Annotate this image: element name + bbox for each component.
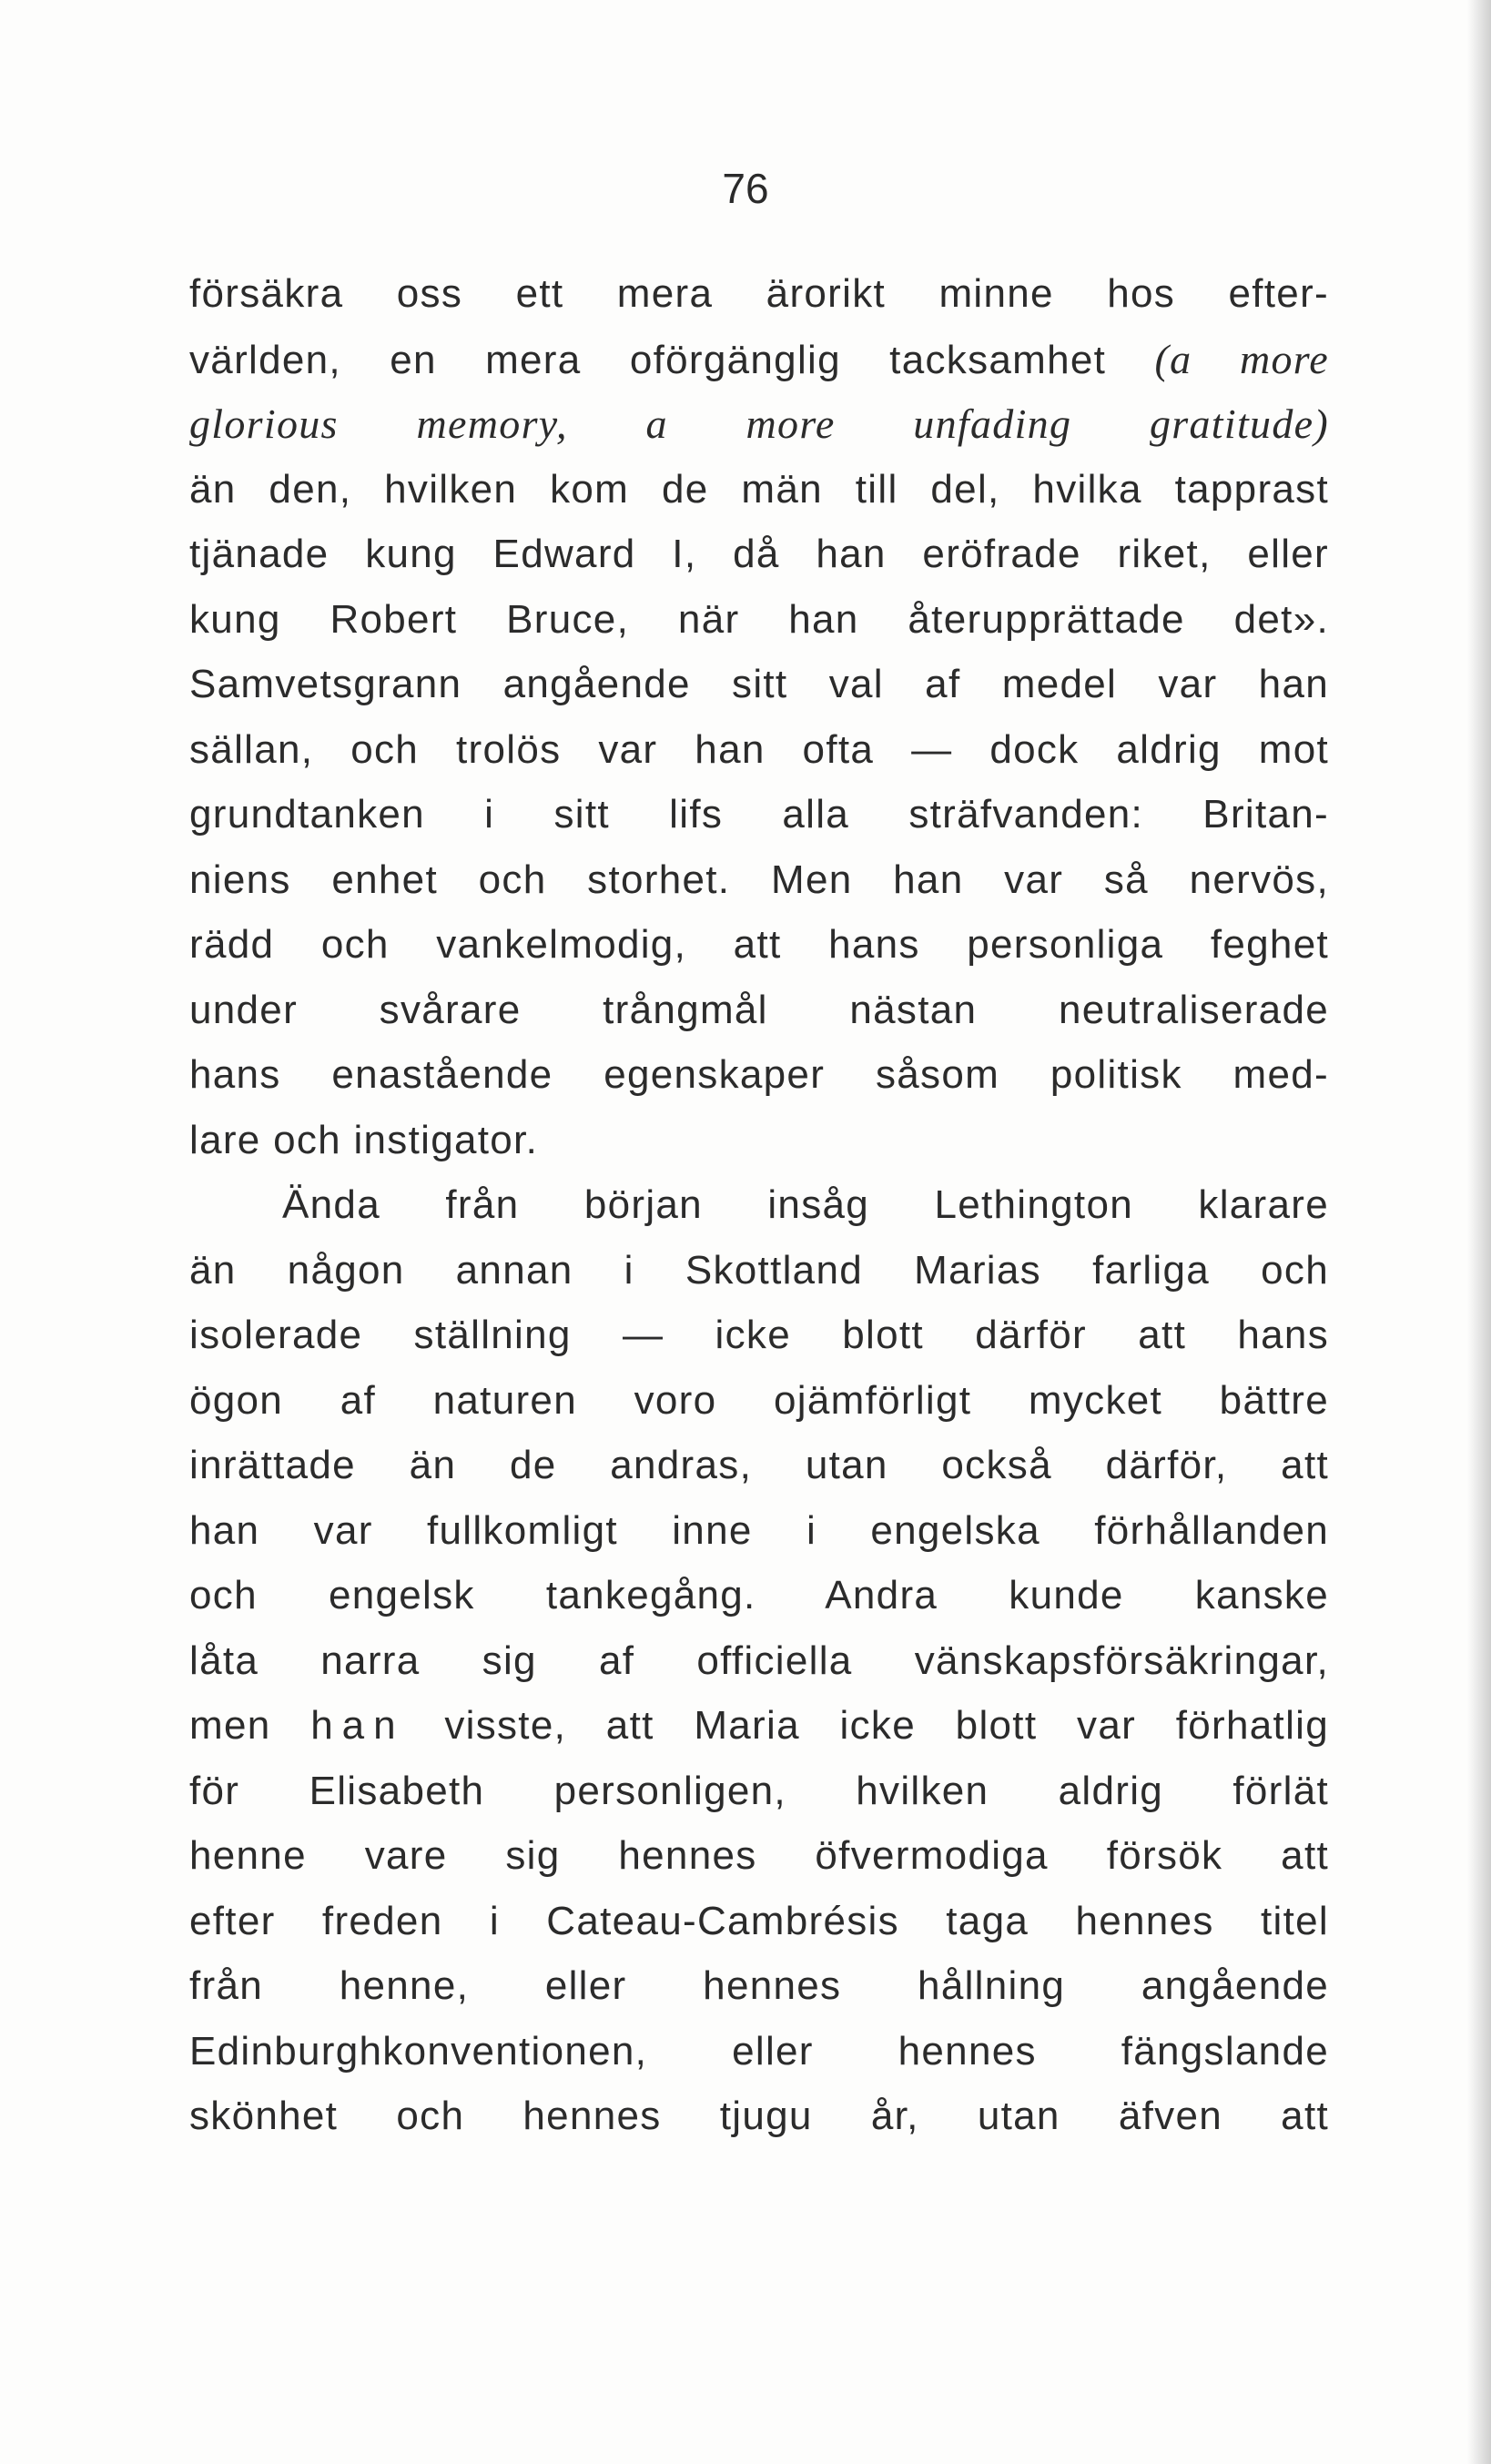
page-edge-shadow [1467, 0, 1491, 2464]
text-line-15: Ända från början insåg Lethington klarare [282, 1182, 1329, 1227]
text-line-21: och engelsk tankegång. Andra kunde kanske [189, 1573, 1329, 1617]
text-line-13: hans enastående egenskaper såsom politisk med- [189, 1052, 1329, 1097]
text-line-23: men han visste, att Maria icke blott var förhatlig [189, 1703, 1329, 1748]
text-line-27: från henne, eller hennes hållning angående [189, 1963, 1329, 2008]
text-line-2: världen, en mera oförgänglig tacksamhet (a more [189, 335, 1329, 382]
text-line-16: än någon annan i Skottland Marias farliga och [189, 1247, 1329, 1293]
english-quote-start: (a more [1154, 335, 1329, 382]
text-line-6: kung Robert Bruce, när han återupprättade det». [189, 596, 1329, 642]
text-line-17: isolerade ställning — icke blott därför att hans [189, 1313, 1329, 1357]
text-line-5: tjänade kung Edward I, då han eröfrade riket, eller [189, 532, 1329, 576]
text-line-8: sällan, och trolös var han ofta — dock aldrig mot [189, 726, 1329, 772]
text-line-22: låta narra sig af officiella vänskapsförsäkringar, [189, 1638, 1329, 1683]
text-line-12: under svårare trångmål nästan neutraliserade [189, 987, 1329, 1032]
text-line-26: efter freden i Cateau-Cambrésis taga hennes titel [189, 1898, 1329, 1943]
text-line-10: niens enhet och storhet. Men han var så nervös, [189, 857, 1329, 902]
text-line-18: ögon af naturen voro ojämförligt mycket bättre [189, 1377, 1329, 1423]
body-text [189, 261, 1329, 2149]
text-line-29: skönhet och hennes tjugu år, utan äfven att [189, 2094, 1329, 2138]
text-line-4: än den, hvilken kom de män till del, hvilka tapprast [189, 466, 1329, 512]
text-line-9: grundtanken i sitt lifs alla sträfvanden: Britan- [189, 792, 1329, 837]
text-line-24: för Elisabeth personligen, hvilken aldrig förlät [189, 1768, 1329, 1813]
text-line-1: försäkra oss ett mera ärorikt minne hos efter- [189, 271, 1329, 316]
text-line-7: Samvetsgrann angående sitt val af medel var han [189, 662, 1329, 706]
page-number: 76 [722, 165, 769, 212]
text-line-14: lare och instigator. [189, 1117, 539, 1162]
text-line-25: henne vare sig hennes öfvermodiga försök att [189, 1833, 1329, 1878]
text-line-11: rädd och vankelmodig, att hans personliga feghet [189, 922, 1329, 967]
text-line-3: glorious memory, a more unfading gratitude) [189, 401, 1329, 447]
text-line-19: inrättade än de andras, utan också därför, att [189, 1443, 1329, 1487]
emphasized-han: han [310, 1703, 405, 1748]
text-line-28: Edinburghkonventionen, eller hennes fängslande [189, 2028, 1329, 2074]
text-line-20: han var fullkomligt inne i engelska förhållanden [189, 1507, 1329, 1553]
